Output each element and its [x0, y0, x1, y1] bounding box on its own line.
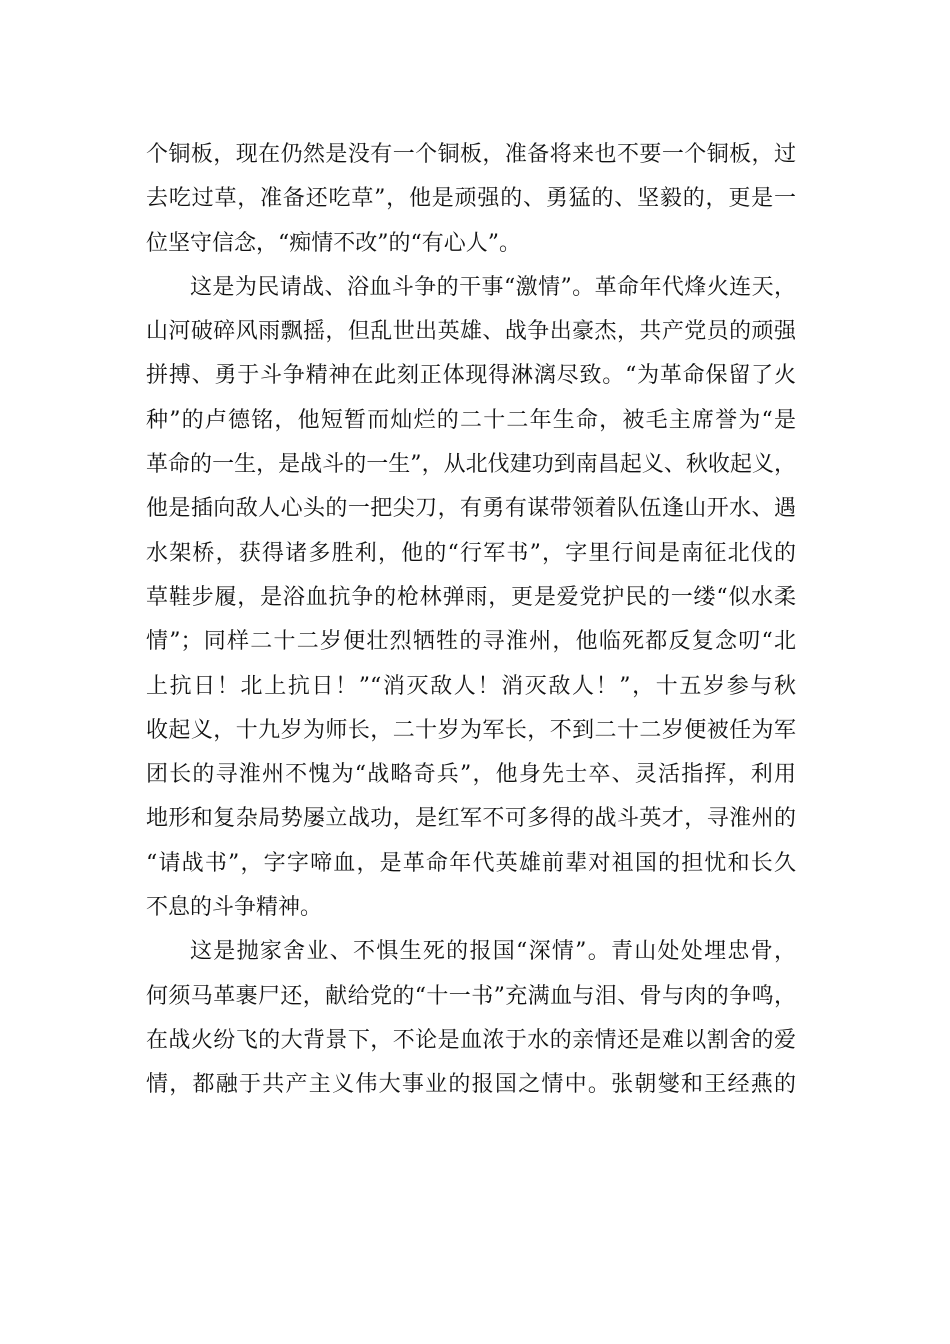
text-line: 种”的卢德铭，他短暂而灿烂的二十二年生命，被毛主席誉为“是: [146, 407, 796, 433]
text-line: 这是抛家舍业、不惧生死的报国“深情”。青山处处埋忠骨，: [190, 939, 796, 965]
text-line: 草鞋步履，是浴血抗争的枪林弹雨，更是爱党护民的一缕“似水柔: [146, 584, 796, 610]
text-line: 在战火纷飞的大背景下，不论是血浓于水的亲情还是难以割舍的爱: [146, 1027, 796, 1053]
text-line: “请战书”，字字啼血，是革命年代英雄前辈对祖国的担忧和长久: [146, 850, 796, 876]
text-line: 去吃过草，准备还吃草”，他是顽强的、勇猛的、坚毅的，更是一: [146, 186, 796, 212]
text-line: 情，都融于共产主义伟大事业的报国之情中。张朝燮和王经燕的: [146, 1072, 796, 1098]
document-body: [146, 133, 796, 1108]
text-line: 他是插向敌人心头的一把尖刀，有勇有谋带领着队伍逢山开水、遇: [146, 496, 796, 522]
text-line: 山河破碎风雨飘摇，但乱世出英雄、战争出豪杰，共产党员的顽强: [146, 319, 796, 345]
text-line: 何须马革裹尸还，献给党的“十一书”充满血与泪、骨与肉的争鸣，: [146, 983, 796, 1009]
paragraph: [146, 266, 796, 930]
text-line: 拼搏、勇于斗争精神在此刻正体现得淋漓尽致。“为革命保留了火: [146, 363, 796, 389]
paragraph: [146, 133, 796, 266]
text-line: 上抗日！北上抗日！”“消灭敌人！消灭敌人！”，十五岁参与秋: [146, 673, 796, 699]
text-line: 这是为民请战、浴血斗争的干事“激情”。革命年代烽火连天，: [190, 274, 796, 300]
text-line: 水架桥，获得诸多胜利，他的“行军书”，字里行间是南征北伐的: [146, 540, 796, 566]
text-line: 不息的斗争精神。: [146, 895, 323, 921]
text-line: 情”；同样二十二岁便壮烈牺牲的寻淮州，他临死都反复念叨“北: [146, 629, 796, 655]
text-line: 个铜板，现在仍然是没有一个铜板，准备将来也不要一个铜板，过: [146, 142, 796, 167]
text-line: 团长的寻淮州不愧为“战略奇兵”，他身先士卒、灵活指挥，利用: [146, 762, 796, 788]
text-line: 地形和复杂局势屡立战功，是红军不可多得的战斗英才，寻淮州的: [146, 806, 796, 832]
text-line: 革命的一生，是战斗的一生”，从北伐建功到南昌起义、秋收起义，: [146, 452, 796, 478]
text-line: 位坚守信念，“痴情不改”的“有心人”。: [146, 230, 521, 256]
paragraph: [146, 930, 796, 1107]
text-line: 收起义，十九岁为师长，二十岁为军长，不到二十二岁便被任为军: [146, 717, 796, 743]
